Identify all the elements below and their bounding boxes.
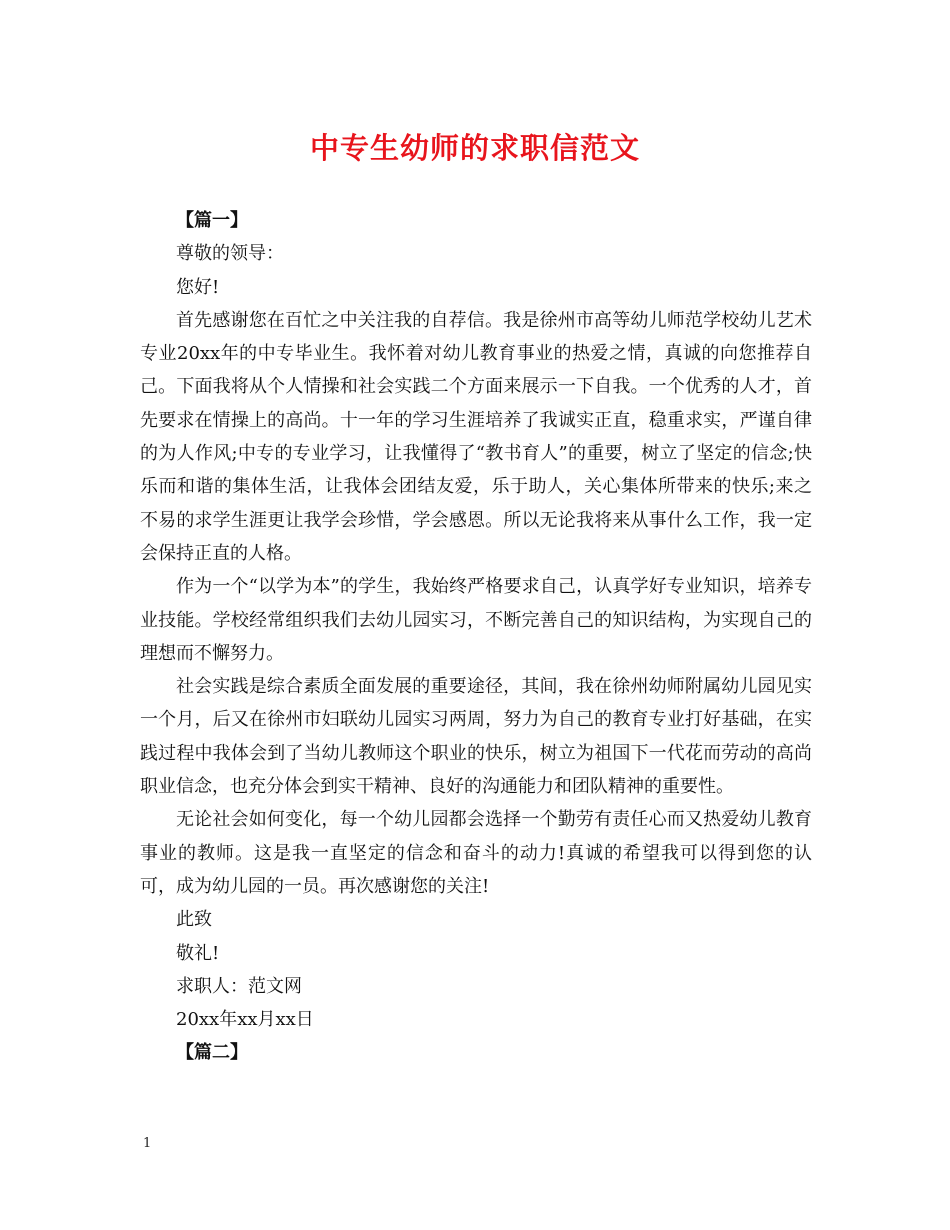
closing: 此致 xyxy=(176,909,212,931)
greeting: 您好! xyxy=(176,276,220,298)
document-body xyxy=(140,204,812,1070)
applicant-signature: 求职人：范文网 xyxy=(176,975,302,997)
body-paragraph: 首先感谢您在百忙之中关注我的自荐信。我是徐州市高等幼儿师范学校幼儿艺术专业20xx年的中专毕业生。我怀着对幼儿教育事业的热爱之情，真诚的向您推荐自己。下面我将从个人情操和社会实践二个方面来展示一下自我。一个优秀的人才，首先要求在情操上的高尚。十一年的学习生涯培养了我诚实正直，稳重求实，严谨自律的为人作风;中专的专业学习，让我懂得了“教书育人”的重要，树立了坚定的信念;快乐而和谐的集体生活，让我体会团结友爱，乐于助人，关心集体所带来的快乐;来之不易的求学生涯更让我学会珍惜，学会感恩。所以无论我将来从事什么工作，我一定会保持正直的人格。 xyxy=(140,309,812,564)
document-title: 中专生幼师的求职信范文 xyxy=(309,131,640,165)
regards: 敬礼! xyxy=(176,942,220,964)
section-heading-part2: 【篇二】 xyxy=(176,1042,248,1064)
body-paragraph: 无论社会如何变化，每一个幼儿园都会选择一个勤劳有责任心而又热爱幼儿教育事业的教师。这是我一直坚定的信念和奋斗的动力!真诚的希望我可以得到您的认可，成为幼儿园的一员。再次感谢您的关注! xyxy=(140,809,812,897)
salutation: 尊敬的领导： xyxy=(176,243,284,265)
body-paragraph: 社会实践是综合素质全面发展的重要途径，其间，我在徐州幼师附属幼儿园见实一个月，后又在徐州市妇联幼儿园实习两周，努力为自己的教育专业打好基础，在实践过程中我体会到了当幼儿教师这个职业的快乐，树立为祖国下一代花而劳动的高尚职业信念，也充分体会到实干精神、良好的沟通能力和团队精神的重要性。 xyxy=(140,676,812,798)
section-heading-part1: 【篇一】 xyxy=(176,210,248,231)
letter-date: 20xx年xx月xx日 xyxy=(176,1009,314,1031)
body-paragraph: 作为一个“以学为本”的学生，我始终严格要求自己，认真学好专业知识，培养专业技能。学校经常组织我们去幼儿园实习，不断完善自己的知识结构，为实现自己的理想而不懈努力。 xyxy=(140,576,812,664)
page-number: 1 xyxy=(143,1136,152,1151)
